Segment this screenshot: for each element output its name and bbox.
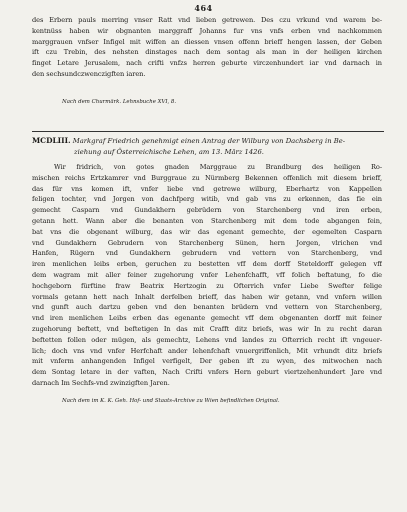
text-line: finget Letare Jerusalem, nach crifti vnfzs herren geburte virczenhundert iar vnd darnach in [32,59,382,68]
text-line: lich; doch vns vnd vnfer Herfchaft ander lehenfchaft vnuergriffenlich, Mit vrhundt ditz briefs [32,346,382,355]
text-line: marggrauen vnfser Infigel mit wiffen an diessen vnsen offenn brieff hengen lassen, der Geben [32,37,382,46]
text-line: Wir fridrich, von gotes gnaden Marggraue zu Brandburg des heiligen Ro- [54,163,382,171]
text-line: mit vnferm anhangenden Infigel verfigelt, Der geben ift zu wyen, des mitwochen nach [32,357,382,366]
text-line: mischen reichs Ertzkamrer vnd Burggraue zu Nürmberg Bekennen offenlich mit diesem brieff, [32,173,382,182]
text-line: vormals getann hett nach Inhalt derfelben brieff, das haben wir getann, vnd vnfern willen [32,292,382,301]
heading-line: Markgraf Friedrich genehmigt einen Antrag der Wilburg von Dachsberg in Be- [72,137,346,145]
text-line: Hanfen, Rügern vnd Gundakhern gebrudern vnd vettern von Starchenberg, vnd [32,249,382,258]
source-note: Nach dem im K. K. Geh. Hof- und Staats-Archive zu Wien befindlichen Original. [62,398,280,404]
document-body [32,162,382,389]
text-line: den sechsundczwenczigften iaren. [32,69,146,78]
text-line: zugehorung beftett, vnd beftetigen In das mit Crafft ditz briefs, was wir In zu recht daran [32,324,382,333]
text-line: beftetten follen oder mügen, als gemechtz, Lehens vnd landes zu Ofterrich recht ift vngeuer- [32,335,382,344]
divider [32,131,384,132]
document-number: MCDLIII. [32,136,71,145]
text-line: vnd Gundakhern Gebrudern von Starchenberg Sünen, hern Jorgen, vlrichen vnd [32,238,382,247]
text-line: hochgeborn fürftine fraw Beatrix Hertzogin zu Ofterrich vnfer Liebe Swefter felige [32,281,382,290]
document-heading [32,135,384,158]
text-line: dem Sontag letare in der vaften, Nach Crifti vnfers Hern geburt viertzehenhundert Jare vnd [32,368,382,377]
continuation-text [32,15,382,80]
text-line: vnd iren menlichen Leibs erben das egenante gemecht vff dem obgenanten dorff mit feiner [32,314,382,323]
text-line: ift czu Trebin, des nehsten dinstages nach dem sontag als man in der heiligen kirchen [32,48,382,57]
text-line: das für vns komen ift, vnfer liebe vnd getrewe wilburg, Eberhartz von Kappellen [32,184,382,193]
text-line: vnd gunft auch dartzu geben vnd den benanten brüdern vnd vettern von Starchenberg, [32,303,382,312]
text-line: bat vns die obgenant wilburg, das wir das egenant gemechte, der egemelten Casparn [32,227,382,236]
text-line: feligen tochter, vnd Jorgen von dachfperg witib, vnd gab vns zu erkennen, das fie ein [32,195,382,204]
text-line: gemecht Casparn vnd Gundakhern gebrüdern von Starchenberg vnd iren erben, [32,206,382,215]
text-line: kentnüss haben wir obgnanten marggraff Johanns fur vns vnfs erben vnd nachkommen [32,26,382,35]
heading-line: ziehung auf Österreichische Lehen, am 13. März 1426. [74,148,264,156]
text-line: getann hett. Wann aber die benanten von Starchenberg mit dem tode abgangen fein, [32,216,382,225]
text-line: iren menlichen leibs erben, geruchen zu bestetten vff dem dorff Steteldorff gelegen vff [32,260,382,269]
page-number: 464 [194,3,213,13]
text-line: des Erbern pauls merring vnser Ratt vnd lieben getrewen. Des czu vrkund vnd warem be- [32,16,382,24]
text-line: darnach Im Sechfs-vnd zwinzigften Jaren. [32,378,170,387]
source-note: Nach dem Churmärk. Lehnsbuche XVI, 8. [62,99,177,105]
text-line: dem wagram mit aller feiner zugehorung vnfer Lehenfchafft, vff folich beftatung, fo die [32,270,382,279]
